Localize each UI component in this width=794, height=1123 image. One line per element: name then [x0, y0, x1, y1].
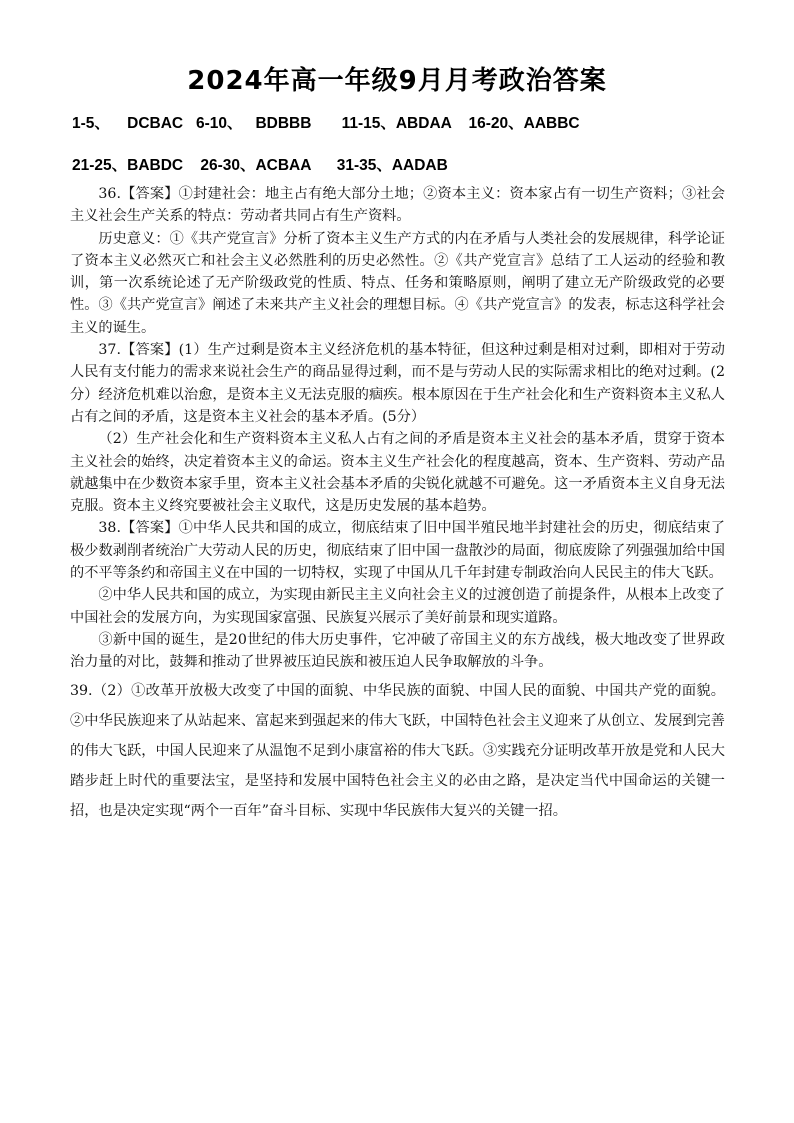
answer-38-point2: ②中华人民共和国的成立，为实现由新民主主义向社会主义的过渡创造了前提条件，从根本上改变了中国社会的发展方向，为实现国家富强、民族复兴展示了美好前景和现实道路。	[70, 587, 725, 626]
answer-39: 39.（2）①改革开放极大改变了中国的面貌、中华民族的面貌、中国人民的面貌、中国共产党的面貌。②中华民族迎来了从站起来、富起来到强起来的伟大飞跃，中国特色社会主义迎来了从创立、发展到完善的伟大飞跃，中国人民迎来了从温饱不足到小康富裕的伟大飞跃。③实践充分证明改革开放是党和人民大踏步赶上时代的重要法宝，是坚持和发展中国特色社会主义的必由之路，是决定当代中国命运的关键一招，也是决定实现“两个一百年”奋斗目标、实现中华民族伟大复兴的关键一招。	[70, 682, 725, 819]
answer-37-part1: 37.【答案】(1）生产过剩是资本主义经济危机的基本特征，但这种过剩是相对过剩，即相对于劳动人民有支付能力的需求来说社会生产的商品显得过剩，而不是与劳动人民的实际需求相比的绝对过剩。(2分）经济危机难以治愈，是资本主义无法克服的痼疾。根本原因在于生产社会化和生产资料资本主义私人占有之间的矛盾，这是资本主义社会的基本矛盾。(5分）	[70, 342, 725, 425]
answer-36-significance: 历史意义：①《共产党宣言》分析了资本主义生产方式的内在矛盾与人类社会的发展规律，科学论证了资本主义必然灭亡和社会主义必然胜利的历史必然性。②《共产党宣言》总结了工人运动的经验和教训，第一次系统论述了无产阶级政党的性质、特点、任务和策略原则，阐明了建立无产阶级政党的必要性。③《共产党宣言》阐述了未来共产主义社会的理想目标。④《共产党宣言》的发表，标志这科学社会主义的诞生。	[70, 230, 725, 336]
answer-key-line-1: 1-5、 DCBAC 6-10、 BDBBB 11-15、ABDAA 16-20、AABBC	[72, 115, 580, 132]
answer-38-point1: 38.【答案】①中华人民共和国的成立，彻底结束了旧中国半殖民地半封建社会的历史，彻底结束了极少数剥削者统治广大劳动人民的历史，彻底结束了旧中国一盘散沙的局面，彻底废除了列强强加给中国的不平等条约和帝国主义在中国的一切特权，实现了中国从几千年封建专制政治向人民民主的伟大飞跃。	[70, 520, 725, 582]
answer-36: 36.【答案】①封建社会：地主占有绝大部分土地；②资本主义：资本家占有一切生产资料；③社会主义社会生产关系的特点：劳动者共同占有生产资料。	[70, 186, 725, 225]
answer-key-line-2: 21-25、BABDC 26-30、ACBAA 31-35、AADAB	[72, 157, 448, 174]
answer-37-part2: （2）生产社会化和生产资料资本主义私人占有之间的矛盾是资本主义社会的基本矛盾，贯穿于资本主义社会的始终，决定着资本主义的命运。资本主义生产社会化的程度越高，资本、生产资料、劳动产品就越集中在少数资本家手里，资本主义社会基本矛盾的尖锐化就越不可避免。这一矛盾资本主义自身无法克服。资本主义终究要被社会主义取代，这是历史发展的基本趋势。	[70, 431, 725, 515]
answer-38-point3: ③新中国的诞生，是20世纪的伟大历史事件，它冲破了帝国主义的东方战线，极大地改变了世界政治力量的对比，鼓舞和推动了世界被压迫民族和被压迫人民争取解放的斗争。	[70, 631, 725, 671]
answer-body	[70, 183, 725, 826]
page-title: 2024年高一年级9月月考政治答案	[187, 66, 607, 96]
